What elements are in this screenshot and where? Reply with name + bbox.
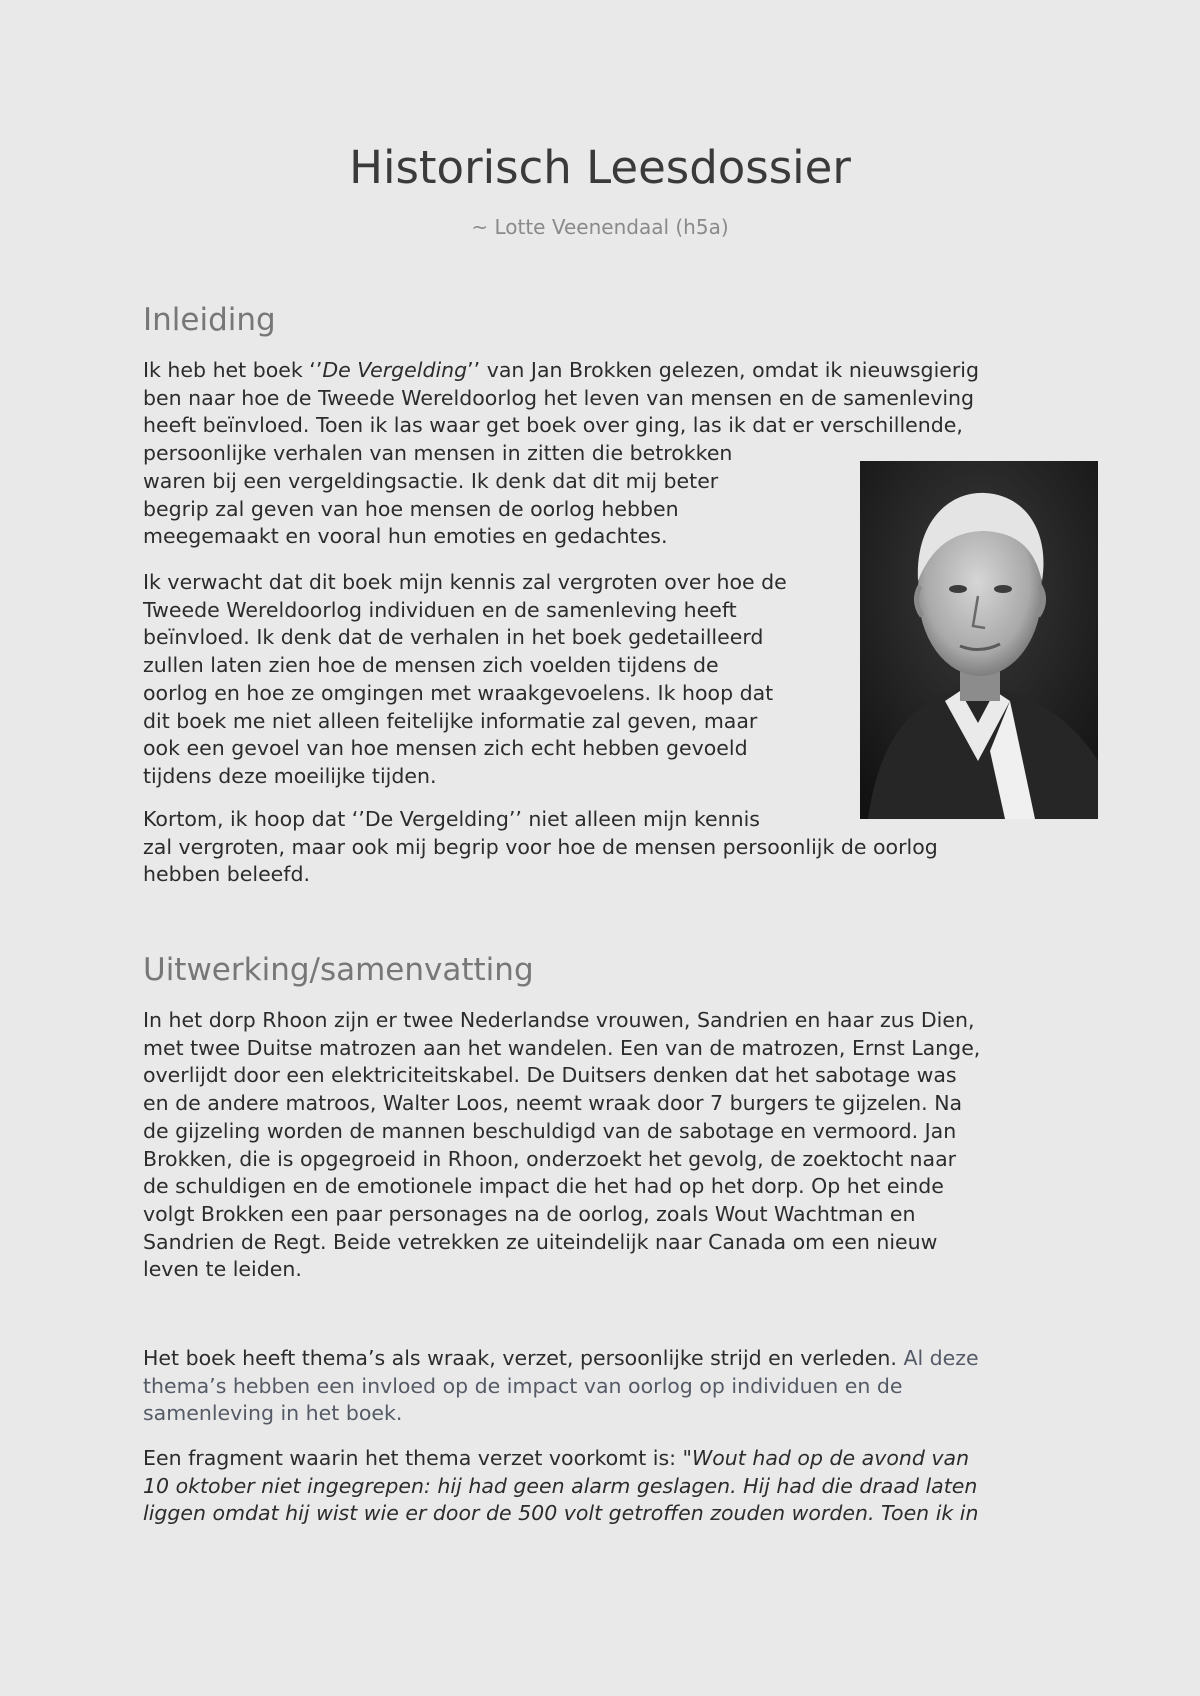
section-heading-uitwerking: Uitwerking/samenvatting — [143, 952, 534, 988]
summary-paragraph-2 — [143, 1345, 979, 1428]
section-heading-inleiding: Inleiding — [143, 302, 276, 338]
summary-p2-main: Het boek heeft thema’s als wraak, verzet, persoonlijke strijd en verleden. — [143, 1346, 904, 1370]
author-portrait-image — [860, 461, 1098, 819]
intro-p1-quote-open: ‘’ — [309, 358, 323, 382]
intro-paragraph-3: Kortom, ik hoop dat ‘’De Vergelding’’ niet alleen mijn kennis zal vergroten, maar ook mij begrip voor hoe de mensen persoonlijk de oorlog hebben beleefd. — [143, 807, 938, 887]
summary-p3-quote: Wout had op de avond van 10 oktober niet ingegrepen: hij had geen alarm geslagen. Hij had die draad laten liggen omdat hij wist wie er door de 500 volt getroffen zouden worden. Toen ik in — [143, 1446, 979, 1526]
document-author: ~ Lotte Veenendaal (h5a) — [471, 215, 729, 239]
summary-p3-pre: Een fragment waarin het thema verzet voorkomt is: " — [143, 1446, 692, 1470]
summary-p2-muted: Al deze thema’s hebben een invloed op de impact van oorlog op individuen en de samenleving in het boek. — [143, 1346, 979, 1426]
intro-p1-book-title: De Vergelding — [322, 358, 468, 382]
intro-p1-quote-close: ’’ — [467, 358, 481, 382]
document-title: Historisch Leesdossier — [349, 141, 851, 194]
summary-paragraph-1: In het dorp Rhoon zijn er twee Nederlandse vrouwen, Sandrien en haar zus Dien, met twee Duitse matrozen aan het wandelen. Een van de matrozen, Ernst Lange, overlijdt door een elektriciteitskabel. De Duitsers denken dat het sabotage was en de andere matroos, Walter Loos, neemt wraak door 7 burgers te gijzelen. Na de gijzeling worden de mannen beschuldigd van de sabotage en vermoord. Jan Brokken, die is opgegroeid in Rhoon, onderzoekt het gevolg, de zoektocht naar de schuldigen en de emotionele impact die het had op het dorp. Op het einde volgt Brokken een paar personages na de oorlog, zoals Wout Wachtman en Sandrien de Regt. Beide vetrekken ze uiteindelijk naar Canada om een nieuw leven te leiden. — [143, 1008, 981, 1282]
intro-p1-pre: Ik heb het boek — [143, 358, 310, 382]
summary-paragraph-3 — [143, 1445, 978, 1528]
intro-paragraph-1 — [143, 357, 979, 551]
intro-paragraph-2: Ik verwacht dat dit boek mijn kennis zal vergroten over hoe de Tweede Wereldoorlog individuen en de samenleving heeft beïnvloed. Ik denk dat de verhalen in het boek gedetailleerd zullen laten zien hoe de mensen zich voelden tijdens de oorlog en hoe ze omgingen met wraakgevoelens. Ik hoop dat dit boek me niet alleen feitelijke informatie zal geven, maar ook een gevoel van hoe mensen zich echt hebben gevoeld tijdens deze moeilijke tijden. — [143, 570, 787, 788]
intro-p1-rest: van Jan Brokken gelezen, omdat ik nieuwsgierig ben naar hoe de Tweede Wereldoorlog het leven van mensen en de samenleving heeft beïnvloed. Toen ik las waar get boek over ging, las ik dat er verschillende, persoonlijke verhalen van mensen in zitten die betrokken waren bij een vergeldingsactie. Ik denk dat dit mij beter begrip zal geven van hoe mensen de oorlog hebben meegemaakt en vooral hun emoties en gedachtes. — [143, 358, 980, 549]
